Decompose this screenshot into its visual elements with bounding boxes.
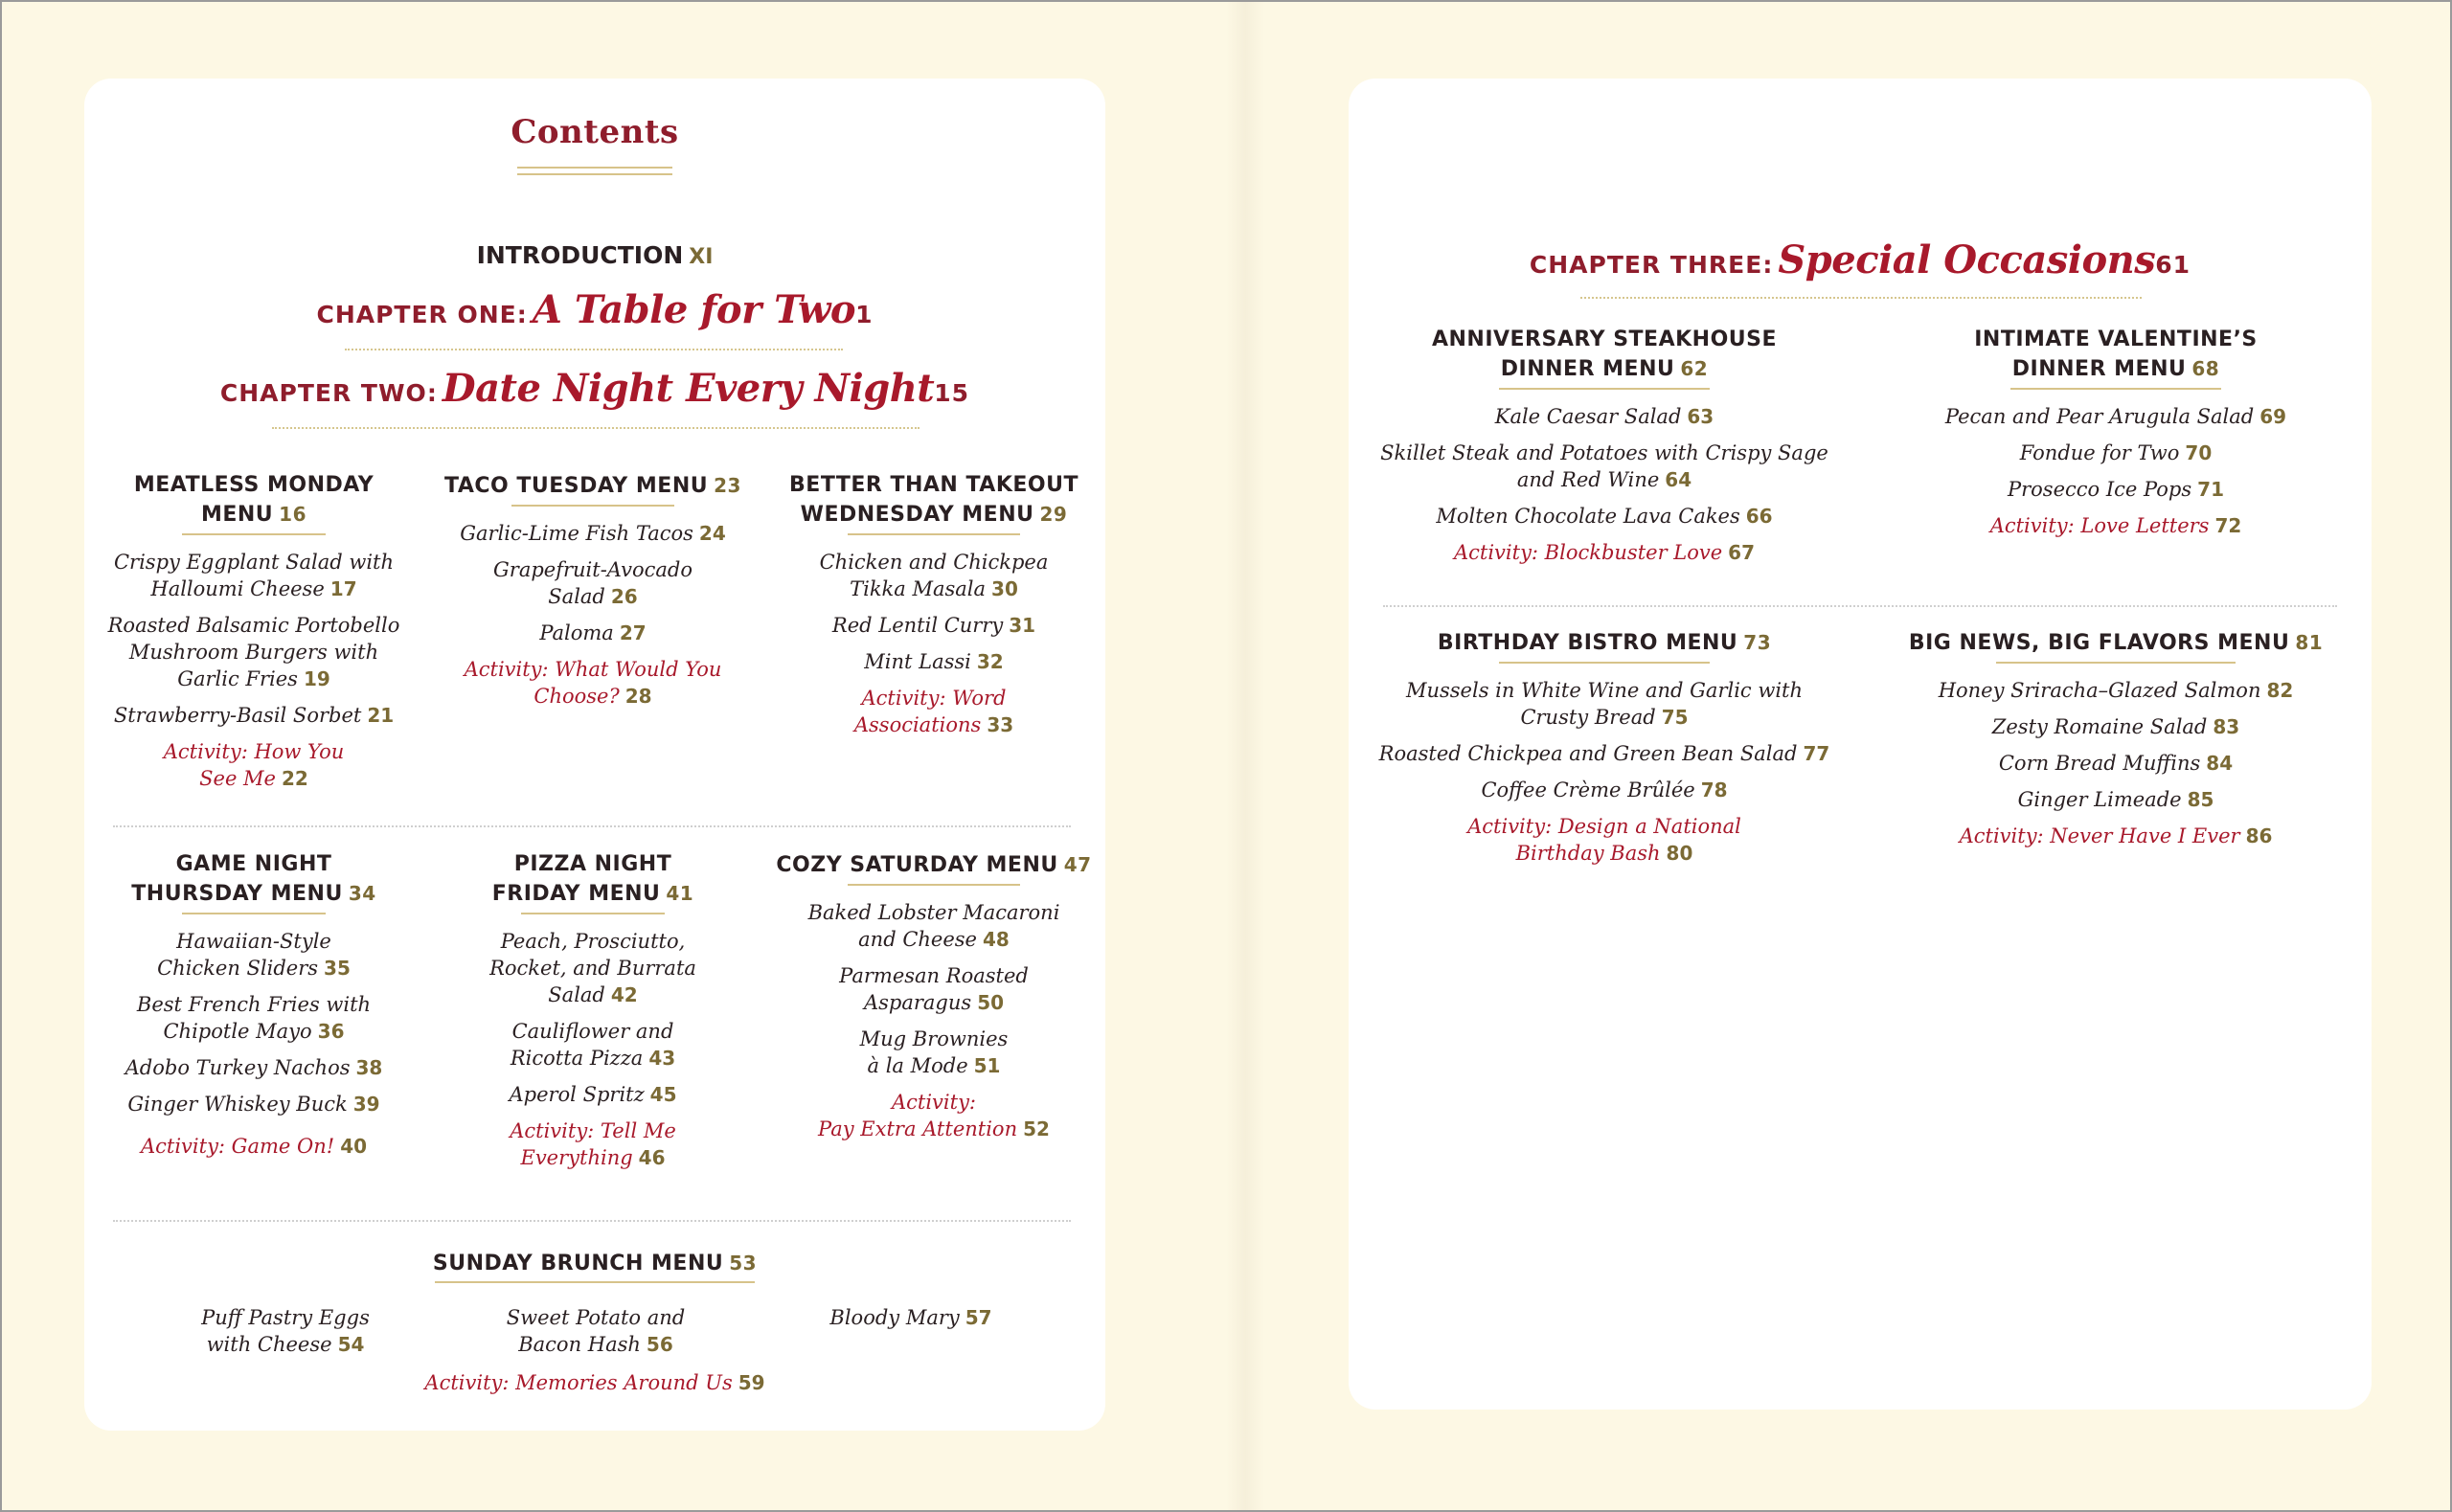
right-page <box>1349 79 2372 1410</box>
toc-entry[interactable] <box>1349 403 1860 430</box>
menu-heading-line: GAME NIGHT <box>175 852 332 876</box>
entry-line: Activity: Tell Me <box>510 1119 676 1142</box>
entry-line: See Me <box>199 767 276 790</box>
entry-line: Roasted Chickpea and Green Bean Salad <box>1378 742 1798 765</box>
toc-entry[interactable] <box>423 520 762 547</box>
menu-heading-line: FRIDAY MENU <box>491 882 661 906</box>
page-number: 63 <box>1687 405 1714 428</box>
entry-line: Parmesan Roasted <box>839 964 1029 987</box>
toc-activity-entry[interactable] <box>1349 813 1860 867</box>
page-number: 41 <box>666 882 694 905</box>
page-number: 75 <box>1661 706 1689 729</box>
entry-line: Crusty Bread <box>1520 706 1656 729</box>
page-number: 19 <box>303 667 330 690</box>
toc-entry[interactable] <box>1349 740 1860 767</box>
toc-entry[interactable] <box>1349 677 1860 731</box>
page-number: 57 <box>965 1306 992 1329</box>
toc-activity-entry[interactable] <box>84 1133 423 1160</box>
page-number: 47 <box>1063 853 1092 876</box>
page-number: 27 <box>619 621 647 644</box>
entry-line: Puff Pastry Eggs <box>201 1306 370 1329</box>
page-number: 15 <box>934 379 970 407</box>
page-number: 23 <box>714 474 741 497</box>
toc-entry[interactable] <box>1860 403 2372 430</box>
entry-line: Activity: Blockbuster Love <box>1453 541 1723 564</box>
entry-line: Grapefruit-Avocado <box>493 558 692 581</box>
menu-underline <box>435 1281 755 1283</box>
page-number: 62 <box>1680 357 1709 380</box>
page-number: 40 <box>340 1135 368 1158</box>
menu-underline <box>1996 662 2236 664</box>
page-number: XI <box>689 245 714 269</box>
toc-entry[interactable] <box>1349 440 1860 493</box>
entry-line: Ginger Whiskey Buck <box>127 1093 348 1116</box>
row-divider <box>1383 605 2337 607</box>
row-divider <box>113 825 1071 827</box>
toc-entry[interactable] <box>762 549 1105 602</box>
entry-line: Paloma <box>539 621 614 644</box>
chapter-label: CHAPTER THREE: <box>1529 251 1774 279</box>
toc-entry[interactable] <box>84 549 423 602</box>
page-number: 73 <box>1743 631 1772 654</box>
page-number: 78 <box>1700 779 1728 801</box>
toc-activity-entry[interactable] <box>1860 512 2372 539</box>
page-number: 72 <box>2214 514 2242 537</box>
toc-entry[interactable] <box>423 1018 762 1072</box>
page-number: 22 <box>282 767 308 790</box>
entry-line: Birthday Bash <box>1515 842 1661 865</box>
menu-heading-line: MENU <box>200 503 274 527</box>
entry-line: Activity: <box>891 1091 977 1114</box>
entry-line: Salad <box>548 585 605 608</box>
entry-line: Activity: What Would You <box>464 658 722 681</box>
toc-entry[interactable] <box>762 612 1105 639</box>
page-number: 81 <box>2295 631 2324 654</box>
entry-line: Corn Bread Muffins <box>1998 752 2201 775</box>
menu-underline <box>1499 388 1710 390</box>
page-number: 45 <box>649 1083 677 1106</box>
entry-line: Ginger Limeade <box>2017 788 2182 811</box>
menu-heading[interactable] <box>423 850 762 909</box>
page-number: 42 <box>610 983 638 1006</box>
entry-line: Crispy Eggplant Salad with <box>113 551 395 574</box>
toc-activity-entry[interactable] <box>423 656 762 710</box>
page-number: 34 <box>348 882 376 905</box>
page-number: 16 <box>279 503 307 526</box>
toc-entry[interactable] <box>1860 440 2372 466</box>
toc-entry[interactable] <box>1860 750 2372 777</box>
entry-line: Associations <box>853 713 982 736</box>
page-number: 56 <box>646 1333 673 1356</box>
entry-line: Ricotta Pizza <box>510 1047 644 1070</box>
toc-entry[interactable] <box>423 620 762 646</box>
menu-heading[interactable] <box>1860 326 2372 384</box>
page-number: 39 <box>352 1093 380 1116</box>
menu-heading-line: SUNDAY BRUNCH MENU <box>432 1252 724 1275</box>
page-number: 54 <box>337 1333 365 1356</box>
menu-heading[interactable] <box>1349 628 1860 658</box>
entry-line: Best French Fries with <box>136 993 372 1016</box>
toc-entry[interactable] <box>762 648 1105 675</box>
entry-line: Pay Extra Attention <box>818 1117 1018 1140</box>
entry-line: Hawaiian-Style <box>176 930 331 953</box>
menu-underline <box>521 913 665 914</box>
page-number: 17 <box>329 577 357 600</box>
chapter-title: Special Occasions <box>1778 237 2156 282</box>
entry-line: Molten Chocolate Lava Cakes <box>1436 505 1740 528</box>
entry-line: Activity: Design a National <box>1467 815 1741 838</box>
page-number: 67 <box>1728 541 1756 564</box>
entry-line: Activity: Never Have I Ever <box>1959 824 2240 847</box>
toc-entry[interactable] <box>762 899 1105 953</box>
page-number: 80 <box>1666 842 1693 865</box>
entry-line: Aperol Spritz <box>509 1083 645 1106</box>
toc-activity-entry[interactable] <box>762 1089 1105 1142</box>
page-number: 30 <box>991 577 1018 600</box>
entry-line: Coffee Crème Brûlée <box>1481 779 1695 801</box>
toc-entry[interactable] <box>423 928 762 1008</box>
entry-line: à la Mode <box>867 1054 968 1077</box>
entry-line: Activity: Love Letters <box>1989 514 2210 537</box>
menu-heading[interactable] <box>762 471 1105 530</box>
menu-heading[interactable] <box>423 471 762 501</box>
toc-entry[interactable] <box>142 1304 429 1358</box>
entry-line: Honey Sriracha–Glazed Salmon <box>1938 679 2261 702</box>
menu-heading-line: ANNIVERSARY STEAKHOUSE <box>1431 327 1778 351</box>
page-number: 69 <box>2259 405 2287 428</box>
page-number: 61 <box>2155 251 2191 279</box>
menu-heading-line: BIRTHDAY BISTRO MENU <box>1437 631 1738 655</box>
contents-title: Contents <box>511 113 679 151</box>
chapter-one-entry[interactable] <box>84 287 1105 332</box>
entry-line: Salad <box>548 983 605 1006</box>
chapter-label: CHAPTER ONE: <box>316 301 528 328</box>
page-number: 52 <box>1023 1117 1050 1140</box>
entry-line: Mint Lassi <box>864 650 971 673</box>
menu-birthday-bistro <box>1349 628 1860 867</box>
menu-game-night-thursday <box>84 850 423 1160</box>
page-number: 31 <box>1009 614 1036 637</box>
page-number: 38 <box>355 1056 383 1079</box>
entry-line: Baked Lobster Macaroni <box>807 901 1060 924</box>
row-divider <box>113 1220 1071 1222</box>
menu-big-news-big-flavors <box>1860 628 2372 849</box>
menu-heading-line: COZY SATURDAY MENU <box>776 853 1058 877</box>
entry-line: Red Lentil Curry <box>831 614 1004 637</box>
menu-underline <box>182 913 326 914</box>
toc-entry[interactable] <box>84 928 423 982</box>
menu-heading[interactable] <box>1860 628 2372 658</box>
page-number: 71 <box>2197 478 2224 501</box>
page-number: 28 <box>624 685 652 708</box>
book-spine <box>1226 2 1264 1510</box>
entry-line: Bacon Hash <box>518 1333 641 1356</box>
page-number: 24 <box>698 522 726 545</box>
menu-cozy-saturday <box>762 850 1105 1142</box>
entry-line: with Cheese <box>206 1333 332 1356</box>
menu-heading[interactable] <box>84 850 423 909</box>
menu-better-than-takeout <box>762 471 1105 738</box>
entry-line: Prosecco Ice Pops <box>2007 478 2192 501</box>
entry-line: Garlic Fries <box>177 667 298 690</box>
menu-underline <box>848 884 1020 886</box>
entry-line: Activity: Game On! <box>140 1135 335 1158</box>
entry-line: Asparagus <box>863 991 972 1014</box>
entry-line: Mug Brownies <box>859 1027 1009 1050</box>
entry-line: Rocket, and Burrata <box>489 957 696 980</box>
entry-line: Garlic-Lime Fish Tacos <box>460 522 693 545</box>
page-number: 85 <box>2187 788 2214 811</box>
page-number: 33 <box>987 713 1014 736</box>
toc-entry[interactable] <box>1860 677 2372 704</box>
entry-line: Pecan and Pear Arugula Salad <box>1944 405 2255 428</box>
menu-pizza-night-friday <box>423 850 762 1171</box>
toc-entry[interactable] <box>1860 476 2372 503</box>
menu-underline <box>2010 388 2221 390</box>
page-number: 70 <box>2185 441 2213 464</box>
chapter-title: Date Night Every Night <box>442 366 935 411</box>
entry-line: Zesty Romaine Salad <box>1991 715 2208 738</box>
toc-activity-entry[interactable] <box>1860 823 2372 849</box>
toc-entry[interactable] <box>1349 503 1860 530</box>
toc-entry[interactable] <box>84 991 423 1045</box>
page-number: 64 <box>1665 468 1692 491</box>
page-number: 50 <box>977 991 1005 1014</box>
menu-meatless-monday <box>84 471 423 792</box>
menu-heading-line: WEDNESDAY MENU <box>800 503 1034 527</box>
toc-activity-entry[interactable] <box>762 685 1105 738</box>
menu-heading-line: DINNER MENU <box>1500 357 1675 381</box>
entry-line: Adobo Turkey Nachos <box>125 1056 351 1079</box>
page-number: 32 <box>976 650 1004 673</box>
entry-line: Skillet Steak and Potatoes with Crispy Sage <box>1380 441 1828 464</box>
entry-line: and Red Wine <box>1516 468 1660 491</box>
page-number: 66 <box>1745 505 1773 528</box>
menu-intimate-valentines <box>1860 326 2372 539</box>
chapter-title: A Table for Two <box>532 287 856 332</box>
menu-heading[interactable] <box>762 850 1105 880</box>
page-number: 26 <box>610 585 638 608</box>
entry-line: Activity: How You <box>163 740 345 763</box>
entry-line: Mussels in White Wine and Garlic with <box>1405 679 1804 702</box>
page-number: 51 <box>973 1054 1001 1077</box>
menu-heading-line: INTIMATE VALENTINE’S <box>1974 327 2258 351</box>
toc-entry[interactable] <box>1860 713 2372 740</box>
page-number: 43 <box>648 1047 676 1070</box>
page-number: 82 <box>2266 679 2294 702</box>
chapter-two-rule <box>272 427 920 429</box>
entry-line: Chicken Sliders <box>157 957 319 980</box>
entry-line: Halloumi Cheese <box>150 577 325 600</box>
toc-entry[interactable] <box>84 1054 423 1081</box>
toc-entry[interactable] <box>1860 786 2372 813</box>
entry-line: Activity: Memories Around Us <box>424 1371 733 1394</box>
menu-anniversary-steakhouse <box>1349 326 1860 566</box>
entry-line: Activity: Word <box>861 687 1007 710</box>
menu-heading-line: THURSDAY MENU <box>131 882 343 906</box>
entry-line: Fondue for Two <box>2019 441 2180 464</box>
toc-entry[interactable] <box>452 1304 739 1358</box>
menu-heading-line: BETTER THAN TAKEOUT <box>789 473 1078 497</box>
menu-underline <box>182 533 326 535</box>
entry-line: Everything <box>520 1146 633 1169</box>
chapter-one-rule <box>345 349 843 350</box>
menu-heading-line: DINNER MENU <box>2011 357 2187 381</box>
page-number: 36 <box>317 1020 345 1043</box>
page-number: 83 <box>2213 715 2240 738</box>
toc-activity-entry[interactable] <box>324 1369 866 1396</box>
menu-taco-tuesday <box>423 471 762 710</box>
chapter-two-entry[interactable] <box>84 366 1105 411</box>
entry-line: Tikka Masala <box>850 577 987 600</box>
toc-activity-entry[interactable] <box>1349 539 1860 566</box>
page-number: 35 <box>324 957 351 980</box>
entry-line: Chipotle Mayo <box>163 1020 312 1043</box>
page-number: 84 <box>2206 752 2234 775</box>
entry-line: Sweet Potato and <box>506 1306 686 1329</box>
page-number: 1 <box>855 301 874 328</box>
menu-heading[interactable] <box>84 471 423 530</box>
page-number: 48 <box>982 928 1010 951</box>
introduction-label: INTRODUCTION <box>476 241 684 269</box>
page-number: 46 <box>638 1146 666 1169</box>
chapter-three-rule <box>1580 297 2142 299</box>
entry-line: Mushroom Burgers with <box>128 641 379 664</box>
toc-entry[interactable] <box>762 1026 1105 1079</box>
chapter-three-entry[interactable] <box>1349 237 2372 282</box>
toc-entry[interactable] <box>84 702 423 729</box>
menu-underline <box>1499 662 1710 664</box>
page-number: 29 <box>1039 503 1068 526</box>
menu-heading-line: MEATLESS MONDAY <box>133 473 375 497</box>
menu-heading[interactable] <box>1349 326 1860 384</box>
page-number: 86 <box>2245 824 2273 847</box>
menu-heading-sunday-brunch[interactable] <box>84 1249 1105 1278</box>
menu-heading-line: BIG NEWS, BIG FLAVORS MENU <box>1908 631 2290 655</box>
entry-line: and Cheese <box>858 928 977 951</box>
entry-line: Chicken and Chickpea <box>819 551 1049 574</box>
page-number: 59 <box>738 1371 765 1394</box>
entry-line: Strawberry-Basil Sorbet <box>113 704 362 727</box>
entry-line: Peach, Prosciutto, <box>500 930 686 953</box>
menu-underline <box>511 505 674 507</box>
toc-entry[interactable] <box>1349 777 1860 803</box>
entry-line: Roasted Balsamic Portobello <box>107 614 400 637</box>
entry-line: Bloody Mary <box>829 1306 960 1329</box>
introduction-entry[interactable] <box>84 241 1105 269</box>
page-number: 68 <box>2191 357 2220 380</box>
menu-underline <box>848 533 1020 535</box>
toc-entry[interactable] <box>423 556 762 610</box>
page-number: 53 <box>729 1252 758 1275</box>
toc-activity-entry[interactable] <box>84 738 423 792</box>
chapter-label: CHAPTER TWO: <box>219 379 438 407</box>
entry-line: Choose? <box>534 685 620 708</box>
page-number: 21 <box>367 704 395 727</box>
toc-entry[interactable] <box>84 612 423 692</box>
toc-entry[interactable] <box>762 962 1105 1016</box>
menu-heading-line: TACO TUESDAY MENU <box>444 474 709 498</box>
toc-entry[interactable] <box>423 1081 762 1108</box>
menu-heading-line: PIZZA NIGHT <box>513 852 672 876</box>
toc-activity-entry[interactable] <box>423 1117 762 1171</box>
toc-entry[interactable] <box>84 1091 423 1117</box>
page-number: 77 <box>1803 742 1830 765</box>
entry-line: Kale Caesar Salad <box>1494 405 1682 428</box>
left-page <box>84 79 1105 1431</box>
toc-entry[interactable] <box>762 1304 1059 1331</box>
entry-line: Cauliflower and <box>511 1020 674 1043</box>
title-rule <box>517 167 672 175</box>
